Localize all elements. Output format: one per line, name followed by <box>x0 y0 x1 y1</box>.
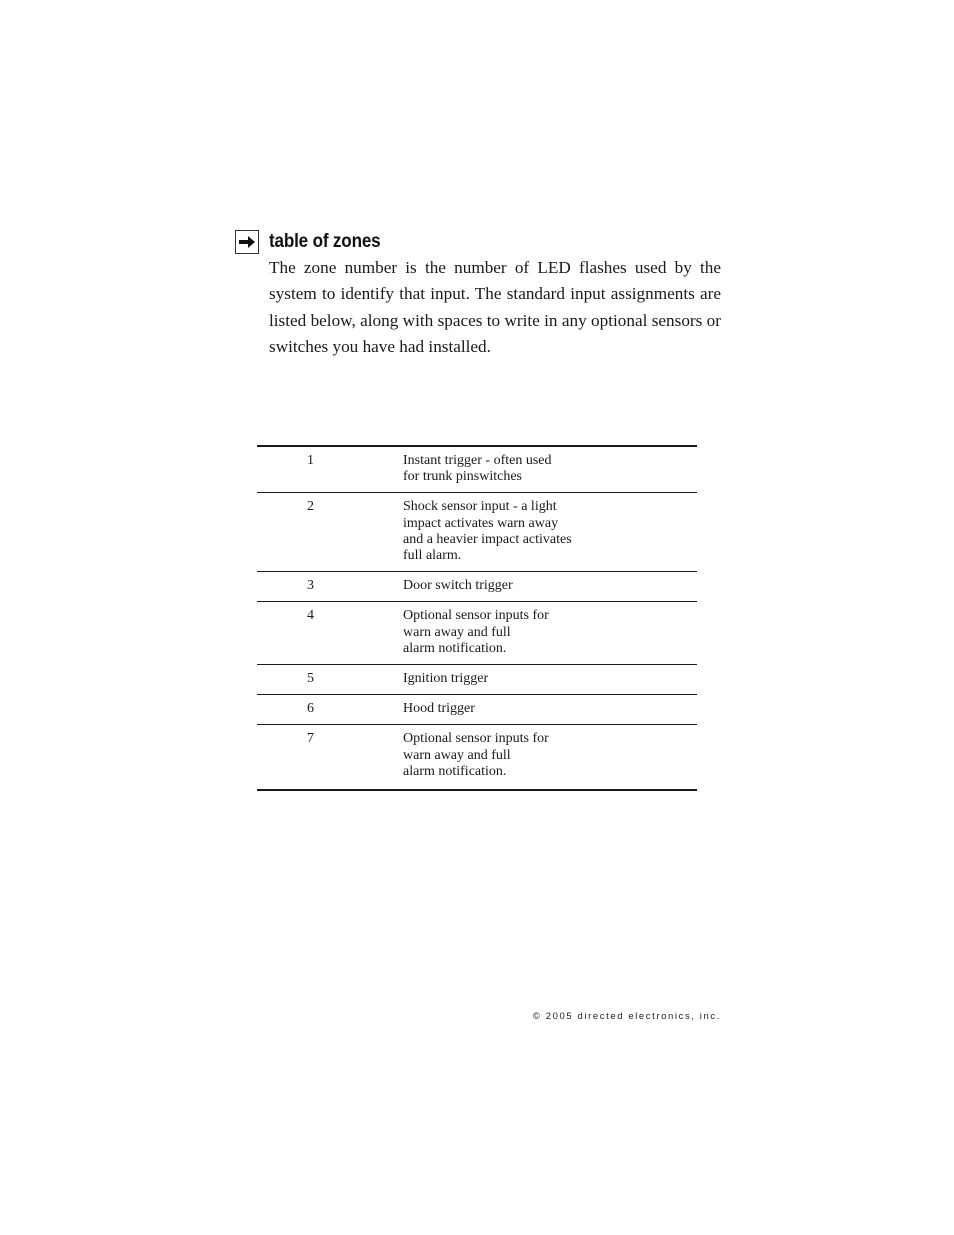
table-row <box>257 572 697 602</box>
zone-number: 1 <box>307 453 314 468</box>
section-heading <box>235 228 393 256</box>
zone-description-line: and a heavier impact activates <box>403 531 572 547</box>
zone-description-line: warn away and full <box>403 624 511 640</box>
zone-description-line: Optional sensor inputs for <box>403 731 549 747</box>
zone-number: 7 <box>307 731 314 747</box>
zone-description-line: Hood trigger <box>403 701 475 717</box>
zone-description <box>403 701 593 717</box>
zone-number: 2 <box>307 499 314 515</box>
zone-description-line: Shock sensor input - a light <box>403 499 557 515</box>
table-row <box>257 602 697 665</box>
zone-number: 3 <box>307 578 314 594</box>
zone-description-line: impact activates warn away <box>403 515 559 531</box>
section-title: table of zones <box>269 231 381 252</box>
zone-number: 6 <box>307 701 314 717</box>
zone-description <box>403 731 593 780</box>
table-row <box>257 447 697 493</box>
zone-description-line: Door switch trigger <box>403 578 513 594</box>
table-row <box>257 665 697 695</box>
zone-description <box>403 499 593 564</box>
zone-description <box>403 608 593 657</box>
table-row <box>257 493 697 572</box>
zone-description-line: alarm notification. <box>403 640 507 656</box>
zone-number: 5 <box>307 671 314 687</box>
right-arrow-icon <box>235 230 259 254</box>
intro-paragraph: The zone number is the number of LED flashes used by the system to identify that input. The standard input assignments are listed below, along with spaces to write in any optional sensors or switches you have had installed. <box>269 258 721 357</box>
zone-description-line: for trunk pinswitches <box>403 469 522 485</box>
zone-description-line: Instant trigger - often used <box>403 453 552 468</box>
zone-description <box>403 671 593 687</box>
table-row <box>257 725 697 789</box>
zones-table <box>257 445 697 791</box>
zone-description-line: warn away and full <box>403 747 511 763</box>
zone-description <box>403 453 593 485</box>
copyright-footer: © 2005 directed electronics, inc. <box>532 1011 721 1022</box>
zone-description-line: Optional sensor inputs for <box>403 608 549 624</box>
table-row <box>257 695 697 725</box>
zone-description-line: full alarm. <box>403 548 462 564</box>
zone-description <box>403 578 593 594</box>
zone-description-line: Ignition trigger <box>403 671 489 687</box>
zone-description-line: alarm notification. <box>403 763 507 779</box>
zone-number: 4 <box>307 608 314 624</box>
